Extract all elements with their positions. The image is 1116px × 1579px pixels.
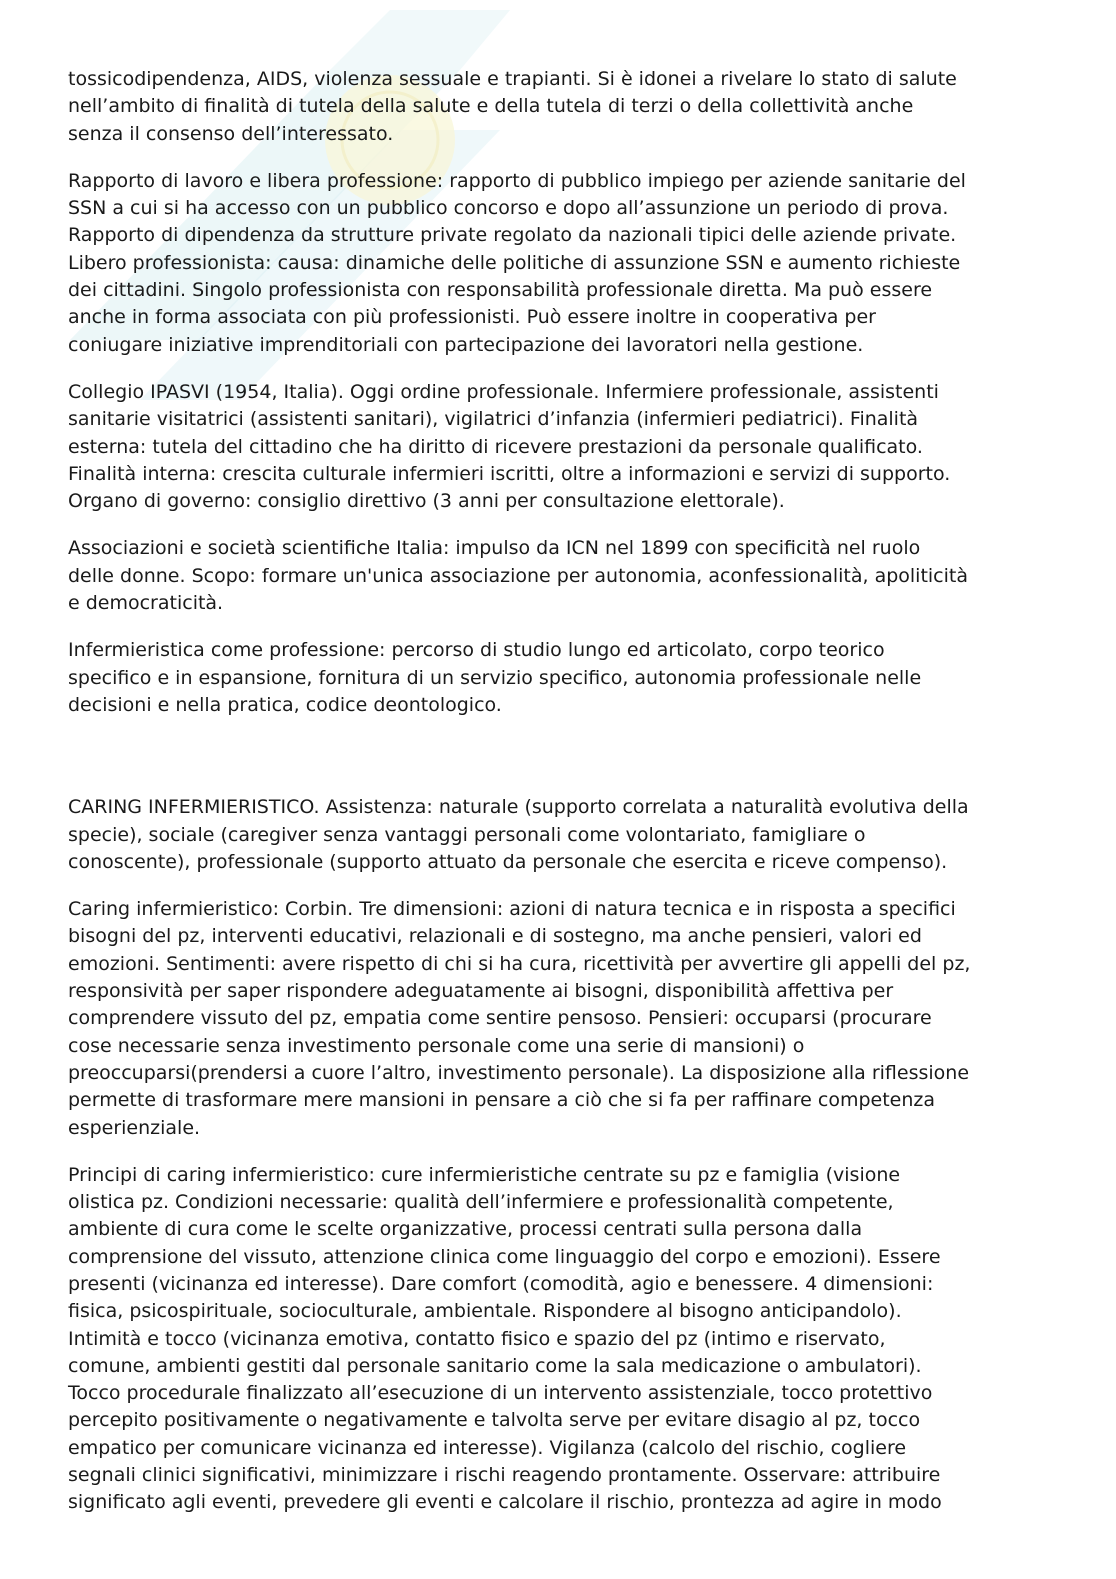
paragraph-caring-corbin: Caring infermieristico: Corbin. Tre dimensioni: azioni di natura tecnica e in risposta a specifici bisogni del pz, interventi educativi, relazionali e di sostegno, ma anche pensieri, valori ed emozioni. Sentimenti: avere rispetto di chi si ha cura, ricettività per avvertire gli appelli del pz, responsività per saper rispondere adeguatamente ai bisogni, disponibilità affettiva per comprendere vissuto del pz, empatia come sentire pensoso. Pensieri: occuparsi (procurare cose necessarie senza investimento personale come una serie di mansioni) o preoccuparsi(prendersi a cuore l’altro, investimento personale). La disposizione alla riflessione permette di trasformare mere mansioni in pensare a ciò che si fa per raffinare competenza esperienziale. [68,898,971,1139]
document-page [68,66,1053,1537]
paragraph-principi-caring: Principi di caring infermieristico: cure infermieristiche centrate su pz e famiglia (visione olistica pz. Condizioni necessarie: qualità dell’infermiere e professionalità competente, ambiente di cura come le scelte organizzative, processi centrati sulla persona dalla comprensione del vissuto, attenzione clinica come linguaggio del corpo e emozioni). Essere presenti (vicinanza ed interesse). Dare comfort (comodità, agio e benessere. 4 dimensioni: fisica, psicospirituale, socioculturale, ambientale. Rispondere al bisogno anticipandolo). Intimità e tocco (vicinanza emotiva, contatto fisico e spazio del pz (intimo e riservato, comune, ambienti gestiti dal personale sanitario come la sala medicazione o ambulatori). Tocco procedurale finalizzato all’esecuzione di un intervento assistenziale, tocco protettivo percepito positivamente o negativamente e talvolta serve per evitare disagio al pz, tocco empatico per comunicare vicinanza ed interesse). Vigilanza (calcolo del rischio, cogliere segnali clinici significativi, minimizzare i rischi reagendo prontamente. Osservare: attribuire significato agli eventi, prevedere gli eventi e calcolare il rischio, prontezza ad agire in modo [68,1163,942,1514]
paragraph-collegio-ipasvi: Collegio IPASVI (1954, Italia). Oggi ordine professionale. Infermiere professionale, assistenti sanitarie visitatrici (assistenti sanitari), vigilatrici d’infanzia (infermieri pediatrici). Finalità esterna: tutela del cittadino che ha diritto di ricevere prestazioni da personale qualificato. Finalità interna: crescita culturale infermieri iscritti, oltre a informazioni e servizi di supporto. Organo di governo: consiglio direttivo (3 anni per consultazione elettorale). [68,380,951,513]
paragraph-rapporto-lavoro: Rapporto di lavoro e libera professione: rapporto di pubblico impiego per aziende sanitarie del SSN a cui si ha accesso con un pubblico concorso e dopo all’assunzione un periodo di prova. Rapporto di dipendenza da strutture private regolato da nazionali tipici delle aziende private. Libero professionista: causa: dinamiche delle politiche di assunzione SSN e aumento richieste dei cittadini. Singolo professionista con responsabilità professionale diretta. Ma può essere anche in forma associata con più professionisti. Può essere inoltre in cooperativa per coniugare iniziative imprenditoriali con partecipazione dei lavoratori nella gestione. [68,169,966,356]
paragraph-privacy: tossicodipendenza, AIDS, violenza sessuale e trapianti. Si è idonei a rivelare lo stato di salute nell’ambito di finalità di tutela della salute e della tutela di terzi o della collettività anche senza il consenso dell’interessato. [68,68,957,145]
section-gap [68,739,1053,794]
paragraph-professione: Infermieristica come professione: percorso di studio lungo ed articolato, corpo teorico specifico e in espansione, fornitura di un servizio specifico, autonomia professionale nelle decisioni e nella pratica, codice deontologico. [68,639,922,716]
paragraph-caring-heading: CARING INFERMIERISTICO. Assistenza: naturale (supporto correlata a naturalità evolutiva della specie), sociale (caregiver senza vantaggi personali come volontariato, famigliare o conoscente), professionale (supporto attuato da personale che esercita e riceve compenso). [68,796,969,873]
paragraph-associazioni: Associazioni e società scientifiche Italia: impulso da ICN nel 1899 con specificità nel ruolo delle donne. Scopo: formare un'unica associazione per autonomia, aconfessionalità, apoliticità e democraticità. [68,537,968,615]
